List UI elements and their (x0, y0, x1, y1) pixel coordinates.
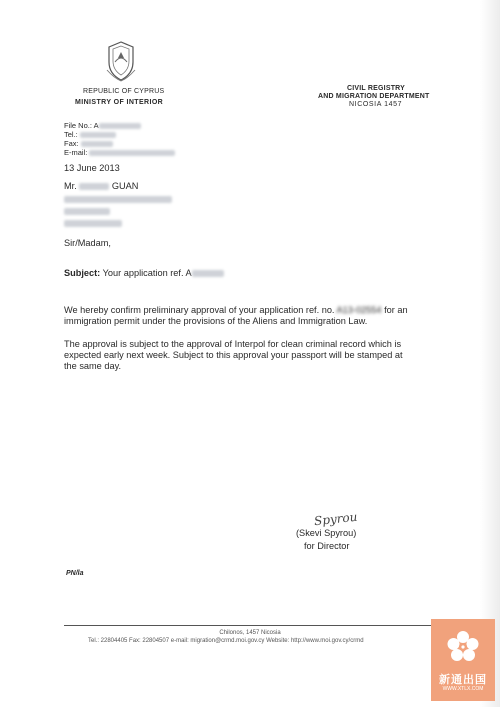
paragraph-approval: We hereby confirm preliminary approval of your application ref. no. A13-02554 for an immigration permit under the provisions of the Aliens and Immigration Law. (64, 305, 408, 326)
redacted-value (79, 183, 109, 190)
footer-address: Chilonos, 1457 Nicosia (219, 630, 281, 636)
letter-date: 13 June 2013 (64, 163, 120, 173)
fax: Fax: (64, 139, 113, 148)
redacted-value (99, 123, 141, 129)
redacted-value (89, 150, 175, 156)
recipient-name: Mr. GUAN (64, 181, 139, 191)
flower-logo-icon (445, 629, 481, 665)
reference-initials: PN/la (66, 570, 84, 577)
header-civil-registry: CIVIL REGISTRY (347, 85, 406, 92)
subject-line: Subject: Your application ref. A (64, 268, 224, 279)
header-country: REPUBLIC OF CYPRUS (83, 88, 165, 95)
watermark-subtext: WWW.XTLX.COM (442, 686, 484, 692)
watermark-text: 新通出国 (439, 674, 487, 686)
redacted-value (64, 196, 172, 203)
signatory-name: (Skevi Spyrou) (296, 528, 357, 538)
paragraph-interpol: The approval is subject to the approval of Interpol for clean criminal record which is expected early next week. Subject to this approval your passport will be stamped at the same day. (64, 339, 403, 371)
signatory-role: for Director (304, 541, 350, 551)
redacted-value (64, 220, 122, 227)
watermark-logo (431, 619, 495, 701)
file-number: File No.: A (64, 121, 141, 130)
header-ministry: MINISTRY OF INTERIOR (75, 99, 164, 106)
redacted-value (192, 270, 224, 277)
recipient-address (64, 196, 172, 227)
email: E-mail: (64, 148, 175, 157)
handwritten-signature: Spyrou (313, 509, 358, 529)
footer-divider (64, 625, 432, 626)
telephone: Tel.: (64, 130, 116, 139)
header-city: NICOSIA 1457 (349, 101, 403, 108)
salutation: Sir/Madam, (64, 238, 111, 248)
header-migration-department: AND MIGRATION DEPARTMENT (318, 93, 430, 100)
redacted-value (64, 208, 110, 215)
redacted-value (81, 141, 113, 147)
redacted-value (80, 132, 116, 138)
cyprus-emblem-icon (104, 40, 138, 84)
footer-contacts: Tel.: 22804405 Fax: 22804507 e-mail: migration@crmd.moi.gov.cy Website: http://www.moi.gov.cy/crmd (88, 638, 364, 644)
